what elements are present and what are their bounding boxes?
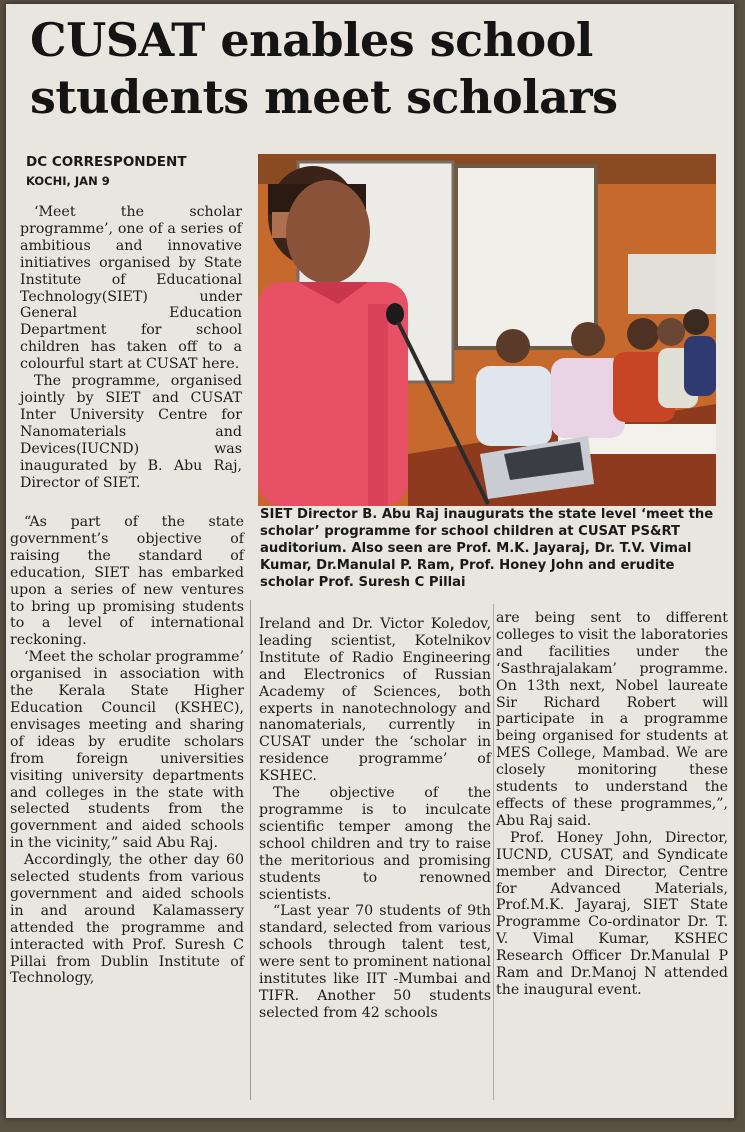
column-rule [250, 600, 251, 1100]
headline-line-2: students meet scholars [30, 70, 618, 124]
column-rule [493, 604, 494, 1100]
dateline: KOCHI, JAN 9 [26, 174, 110, 188]
headline-line-1: CUSAT enables school [30, 13, 593, 67]
column-1-top [20, 204, 242, 491]
paragraph: ‘Meet the scholar programme’ organised in association with the Kerala State Higher Education Council (KSHEC), envisages meeting and sharing of ideas by erudite scholars from foreign universities visiting university departments and colleges in the state with selected students from the government and aided schools in the vicinity,” said Abu Raj. [10, 649, 244, 852]
headline [30, 12, 720, 126]
paragraph: Accordingly, the other day 60 selected students from various government and aided schools in and around Kalamassery attended the programme and interacted with Prof. Suresh C Pillai from Dublin Institute of Technology, [10, 852, 244, 987]
paragraph: The objective of the programme is to inculcate scientific temper among the school children and try to raise the meritorious and promising students to renowned scientists. [259, 785, 491, 903]
column-3 [496, 610, 728, 999]
column-1-bottom [10, 514, 244, 987]
paragraph: The programme, organised jointly by SIET and CUSAT Inter University Centre for Nanomaterials and Devices(IUCND) was inaugurated by B. Abu Raj, Director of SIET. [20, 373, 242, 491]
paragraph: “As part of the state government’s objective of raising the standard of education, SIET has embarked upon a series of new ventures to bring up promising students to a level of international reckoning. [10, 514, 244, 649]
byline: DC CORRESPONDENT [26, 154, 187, 170]
photo-caption: SIET Director B. Abu Raj inaugurats the state level ‘meet the scholar’ programme for school children at CUSAT PS&RT auditorium. Also seen are Prof. M.K. Jayaraj, Dr. T.V. Vimal Kumar, Dr.Manulal P. Ram, Prof. Honey John and erudite scholar Prof. Suresh C Pillai [260, 507, 714, 590]
newspaper-clipping [6, 4, 734, 1118]
event-photo [258, 154, 716, 506]
paragraph: ‘Meet the scholar programme’, one of a series of ambitious and innovative initiatives organised by State Institute of Educational Technology(SIET) under General Education Department for school children has taken off to a colourful start at CUSAT here. [20, 204, 242, 373]
event-photo-illustration [258, 154, 716, 506]
paragraph: are being sent to different colleges to visit the laboratories and facilities under the ‘Sasthrajalakam’ programme. On 13th next, Nobel laureate Sir Richard Robert will participate in a programme being organised for students at MES College, Mambad. We are closely monitoring these students to understand the effects of these programmes,”, Abu Raj said. [496, 610, 728, 829]
column-2 [259, 616, 491, 1022]
paragraph: Prof. Honey John, Director, IUCND, CUSAT, and Syndicate member and Director, Centre for Advanced Materials, Prof.M.K. Jayaraj, SIET State Programme Co-ordinator Dr. T. V. Vimal Kumar, KSHEC Research Officer Dr.Manulal P Ram and Dr.Manoj N attended the inaugural event. [496, 829, 728, 998]
paragraph: Ireland and Dr. Victor Koledov, leading scientist, Kotelnikov Institute of Radio Engineering and Electronics of Russian Academy of Sciences, both experts in nanotechnology and nanomaterials, currently in CUSAT under the ‘scholar in residence programme’ of KSHEC. [259, 616, 491, 785]
paragraph: “Last year 70 students of 9th standard, selected from various schools through talent test, were sent to prominent national institutes like IIT -Mumbai and TIFR. Another 50 students selected from 42 schools [259, 903, 491, 1021]
